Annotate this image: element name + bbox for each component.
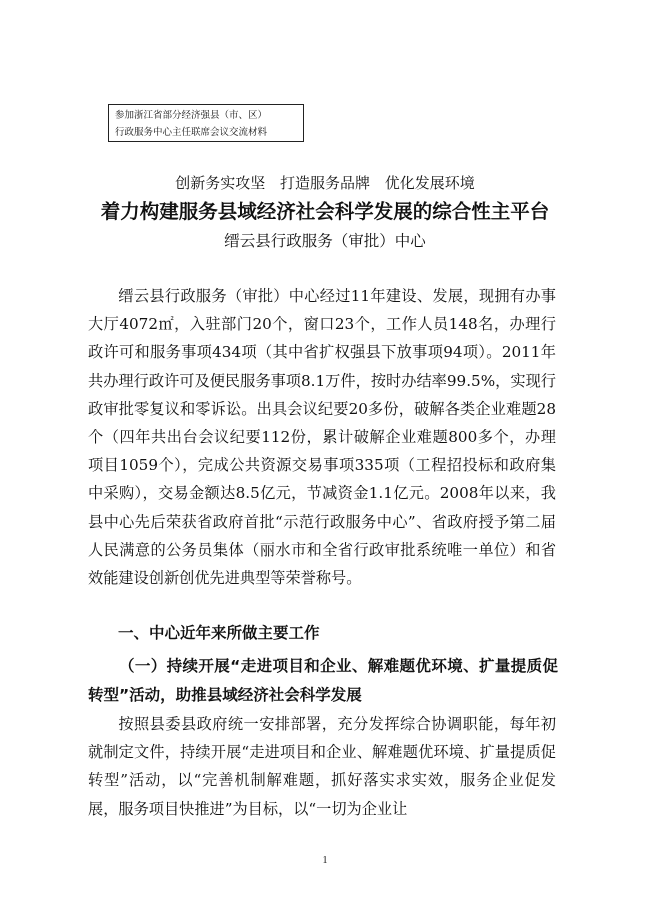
organization-name: 缙云县行政服务（审批）中心 <box>224 232 426 250</box>
header-box <box>108 104 304 142</box>
page-number: 1 <box>322 855 328 866</box>
header-box-line2: 行政服务中心主任联席会议交流材料 <box>115 127 268 138</box>
body-paragraph-intro: 缙云县行政服务（审批）中心经过11年建设、发展，现拥有办事大厅4072㎡，入驻部门20个，窗口23个，工作人员148名，办理行政许可和服务事项434项（其中省扩权强县下放事项94项）。2011年共办理行政许可及便民服务事项8.1万件，按时办结率99.5%，实现行政审批零复议和零诉讼。出具会议纪要20多份，破解各类企业难题28个（四年共出台会议纪要112份，累计破解企业难题800多个，办理项目1059个），完成公共资源交易事项335项（工程招投标和政府集中采购），交易金额达8.5亿元，节减资金1.1亿元。2008年以来，我县中心先后荣获省政府首批“示范行政服务中心”、省政府授予第二届人民满意的公务员集体（丽水市和全省行政审批系统唯一单位）和省效能建设创新创优先进典型等荣誉称号。 <box>88 287 556 588</box>
document-title: 着力构建服务县域经济社会科学发展的综合性主平台 <box>100 200 550 223</box>
subsection-heading-1: （一）持续开展“走进项目和企业、解难题优环境、扩量提质促转型”活动，助推县域经济社会科学发展 <box>88 657 558 704</box>
header-box-line1: 参加浙江省部分经济强县（市、区） <box>115 110 268 121</box>
document-subtitle: 创新务实攻坚 打造服务品牌 优化发展环境 <box>175 174 475 192</box>
section-heading-1: 一、中心近年来所做主要工作 <box>118 624 320 642</box>
body-paragraph-2: 按照县委县政府统一安排部署，充分发挥综合协调职能，每年初就制定文件，持续开展“走进项目和企业、解难题优环境、扩量提质促转型”活动，以“完善机制解难题，抓好落实求实效，服务企业促发展，服务项目快推进”为目标，以“一切为企业让 <box>88 715 556 818</box>
